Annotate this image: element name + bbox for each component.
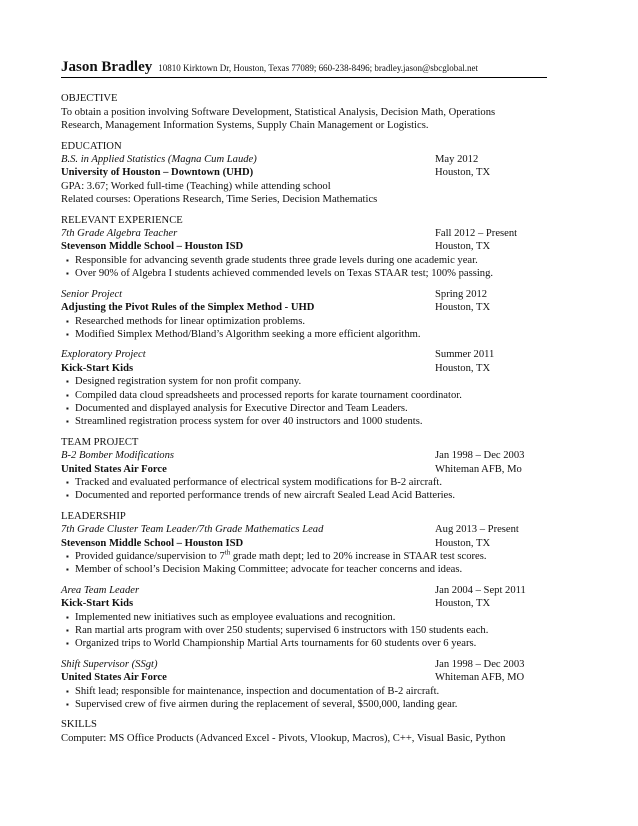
entry-location: Whiteman AFB, Mo xyxy=(435,463,522,475)
entry-location: Houston, TX xyxy=(435,302,491,314)
entry-role: Shift Supervisor (SSgt) xyxy=(61,658,158,670)
bullet-item: ▪ Organized trips to World Championship Martial Arts tournaments for 60 students over 6 years. xyxy=(66,637,547,650)
bullet-item: ▪ Tracked and evaluated performance of electrical system modifications for B-2 aircraft. xyxy=(66,476,547,489)
entry-org-row xyxy=(61,301,547,314)
skills-section xyxy=(61,718,547,745)
bullet-item: ▪ Compiled data cloud spreadsheets and processed reports for karate tournament coordinator. xyxy=(66,389,547,402)
bullet-item: ▪ Member of school’s Decision Making Committee; advocate for teacher concerns and ideas. xyxy=(66,563,547,576)
leadership-entry xyxy=(61,523,547,577)
education-section xyxy=(61,140,547,207)
experience-entry xyxy=(61,288,547,342)
experience-entry xyxy=(61,227,547,281)
entry-role-row xyxy=(61,288,547,301)
entry-role: 7th Grade Cluster Team Leader/7th Grade Mathematics Lead xyxy=(61,524,324,536)
bullet-item xyxy=(66,550,547,563)
entry-bullets xyxy=(61,375,547,429)
entry-role: Senior Project xyxy=(61,288,123,300)
entry-role-row xyxy=(61,584,547,597)
skills-line: Computer: MS Office Products (Advanced Excel - Pivots, Vlookup, Macros), C++, Visual Basic, Python xyxy=(61,732,506,744)
section-title-experience: RELEVANT EXPERIENCE xyxy=(61,214,183,226)
entry-role: Exploratory Project xyxy=(61,349,146,361)
entry-date: Summer 2011 xyxy=(435,349,495,361)
ordinal-suffix: th xyxy=(224,548,231,557)
section-title-education: EDUCATION xyxy=(61,140,122,152)
entry-date: Jan 2004 – Sept 2011 xyxy=(435,584,526,596)
entry-organization: Kick-Start Kids xyxy=(61,362,134,374)
entry-role-row xyxy=(61,658,547,671)
entry-date: Jan 1998 – Dec 2003 xyxy=(435,658,525,670)
resume-page xyxy=(61,61,547,752)
entry-location: Houston, TX xyxy=(435,598,491,610)
applicant-name: Jason Bradley xyxy=(61,59,153,75)
related-courses-line: Related courses: Operations Research, Time Series, Decision Mathematics xyxy=(61,194,378,206)
entry-org-row xyxy=(61,537,547,550)
section-title-team-project: TEAM PROJECT xyxy=(61,436,139,448)
bullet-item: ▪ Researched methods for linear optimization problems. xyxy=(66,315,547,328)
bullet-item: ▪ Modified Simplex Method/Bland’s Algorithm seeking a more efficient algorithm. xyxy=(66,328,547,341)
leadership-section xyxy=(61,510,547,712)
entry-bullets xyxy=(61,315,547,342)
entry-location: Whiteman AFB, MO xyxy=(435,672,525,684)
entry-organization: Stevenson Middle School – Houston ISD xyxy=(61,241,244,253)
entry-role-row xyxy=(61,348,547,361)
section-title-objective: OBJECTIVE xyxy=(61,93,118,105)
education-degree-row xyxy=(61,153,547,166)
contact-info: 10810 Kirktown Dr, Houston, Texas 77089; 660-238-8496; bradley.jason@sbcglobal.net xyxy=(158,63,479,73)
entry-bullets xyxy=(61,685,547,712)
bullet-item: ▪ Streamlined registration process system for over 40 instructors and 1000 students. xyxy=(66,415,547,428)
section-title-skills: SKILLS xyxy=(61,719,97,731)
bullet-text: Provided guidance/supervision to 7 xyxy=(75,551,225,562)
entry-role: B-2 Bomber Modifications xyxy=(61,450,174,462)
entry-org-row xyxy=(61,671,547,684)
entry-date: Jan 1998 – Dec 2003 xyxy=(435,450,525,462)
entry-org-row xyxy=(61,240,547,253)
entry-role-row xyxy=(61,449,547,462)
entry-role: Area Team Leader xyxy=(61,584,140,596)
entry-role: 7th Grade Algebra Teacher xyxy=(61,228,178,240)
entry-location: Houston, TX xyxy=(435,362,491,374)
entry-role-row xyxy=(61,523,547,536)
bullet-text: grade math dept; led to 20% increase in STAAR test scores. xyxy=(230,551,487,562)
entry-organization: Adjusting the Pivot Rules of the Simplex Method - UHD xyxy=(61,302,315,314)
degree: B.S. in Applied Statistics (Magna Cum Laude) xyxy=(61,154,257,166)
school-location: Houston, TX xyxy=(435,167,491,179)
entry-org-row xyxy=(61,362,547,375)
bullet-item: ▪ Documented and reported performance trends of new aircraft Sealed Lead Acid Batteries. xyxy=(66,489,547,502)
entry-bullets xyxy=(61,476,547,503)
graduation-date: May 2012 xyxy=(435,154,479,166)
entry-location: Houston, TX xyxy=(435,241,491,253)
entry-organization: Stevenson Middle School – Houston ISD xyxy=(61,537,244,549)
bullet-item: ▪ Responsible for advancing seventh grade students three grade levels during one academic year. xyxy=(66,254,547,267)
bullet-item: ▪ Supervised crew of five airmen during the replacement of several, $500,000, landing gear. xyxy=(66,698,547,711)
leadership-entry xyxy=(61,658,547,712)
school-name: University of Houston – Downtown (UHD) xyxy=(61,167,254,179)
entry-org-row xyxy=(61,463,547,476)
bullet-item: ▪ Implemented new initiatives such as employee evaluations and recognition. xyxy=(66,611,547,624)
entry-date: Fall 2012 – Present xyxy=(435,228,518,240)
objective-text-line-1: To obtain a position involving Software Development, Statistical Analysis, Decision Math, Operations xyxy=(61,106,496,118)
bullet-item: ▪ Over 90% of Algebra I students achieved commended levels on Texas STAAR test; 100% passing. xyxy=(66,267,547,280)
team-project-section xyxy=(61,436,547,503)
objective-section xyxy=(61,92,547,132)
objective-text-line-2: Research, Management Information Systems, Supply Chain Management or Logistics. xyxy=(61,120,429,132)
entry-organization: Kick-Start Kids xyxy=(61,598,134,610)
entry-bullets xyxy=(61,550,547,577)
education-school-row xyxy=(61,166,547,179)
entry-organization: United States Air Force xyxy=(61,672,167,684)
section-title-leadership: LEADERSHIP xyxy=(61,510,126,522)
entry-org-row xyxy=(61,597,547,610)
bullet-item: ▪ Shift lead; responsible for maintenance, inspection and documentation of B-2 aircraft. xyxy=(66,685,547,698)
gpa-line: GPA: 3.67; Worked full-time (Teaching) while attending school xyxy=(61,180,331,192)
experience-entry xyxy=(61,348,547,428)
resume-header xyxy=(61,61,547,78)
entry-bullets xyxy=(61,254,547,281)
entry-organization: United States Air Force xyxy=(61,463,167,475)
entry-role-row xyxy=(61,227,547,240)
entry-bullets xyxy=(61,611,547,651)
entry-date: Spring 2012 xyxy=(435,288,488,300)
experience-section xyxy=(61,214,547,429)
entry-date: Aug 2013 – Present xyxy=(435,524,519,536)
bullet-item: ▪ Designed registration system for non profit company. xyxy=(66,375,547,388)
leadership-entry xyxy=(61,584,547,651)
bullet-item: ▪ Ran martial arts program with over 250 students; supervised 6 instructors with 150 students each. xyxy=(66,624,547,637)
bullet-item: ▪ Documented and displayed analysis for Executive Director and Team Leaders. xyxy=(66,402,547,415)
entry-location: Houston, TX xyxy=(435,537,491,549)
